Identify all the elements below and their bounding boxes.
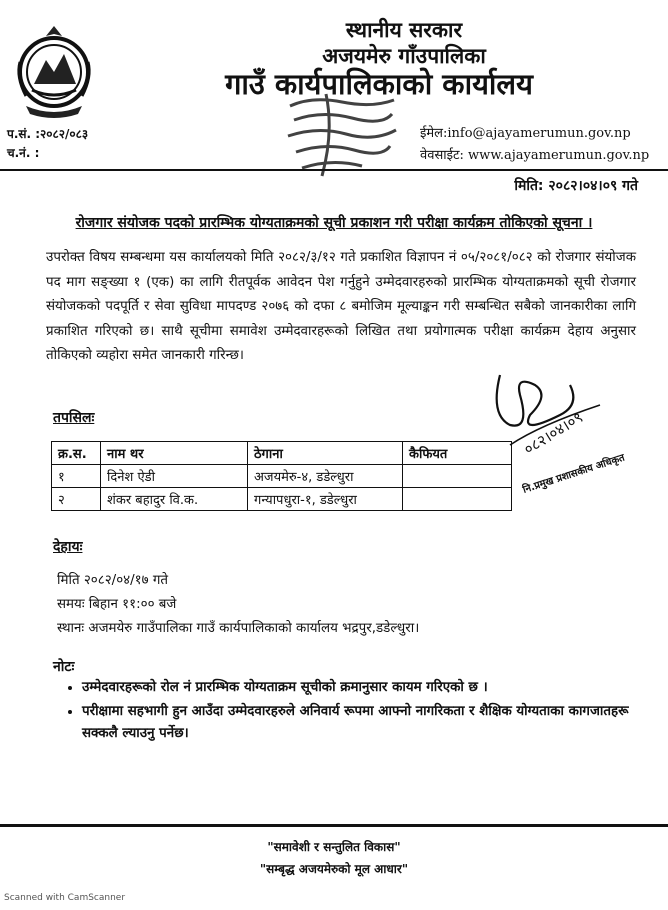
notice-body: उपरोक्त विषय सम्बन्धमा यस कार्यालयको मिति २०८२/३/१२ गते प्रकाशित विज्ञापन नं ०५/२०८१/०८२ को रोजगार संयोजक पद माग सङ्ख्या १ (एक) का लागि रीतपूर्वक आवेदन पेश गर्नुहुने उम्मेदवारहरुको प्रारम्भिक योग्यताक्रमको सूची रोजगार संयोजकको पदपूर्ति र सेवा सुविधा मापदण्ड २०७६ को दफा ८ बमोजिम मूल्याङ्कन गरी सम्बन्धित सबैको जानकारीका लागि प्रकाशित गरिएको छ। साथै सूचीमा समावेश उम्मेदवारहरूको लिखित तथा प्रयोगात्मक परीक्षा कार्यक्रम देहाय अनुसार तोकिएको व्यहोरा समेत जानकारी गरिन्छ। — [46, 250, 636, 363]
header-divider — [0, 169, 668, 171]
exam-place: स्थानः अजमयेरु गाउँपालिका गाउँ कार्यपालिकाको कार्यालय भद्रपुर,डडेल्धुरा। — [57, 621, 420, 636]
signatory-title: नि.प्रमुख प्रशासकीय अधिकृत — [521, 452, 627, 496]
table-row — [52, 488, 512, 511]
list-item: • परीक्षामा सहभागी हुन आउँदा उम्मेदवारहरुले अनिवार्य रूपमा आफ्नो नागरिकता र शैक्षिक योग्यताका कागजातहरू सक्कलै ल्याउनु पर्नेछ। — [82, 701, 642, 745]
signature-icon — [480, 355, 640, 505]
notes-heading: नोटः — [53, 659, 75, 675]
letter-date: मिति: २०८२।०४।०९ गते — [514, 178, 638, 194]
office-stamp-icon — [282, 92, 400, 178]
nepal-emblem-icon — [12, 22, 96, 122]
details-heading: तपसिलः — [53, 410, 95, 426]
scanner-watermark: Scanned with CamScanner — [4, 893, 126, 903]
table-header-row — [52, 442, 512, 465]
col-remarks-header: कैफियत — [403, 442, 512, 465]
candidate-table — [51, 441, 512, 511]
email-text: ईमेल:info@ajayamerumun.gov.np — [420, 126, 631, 141]
footer-divider — [0, 824, 668, 827]
exam-date: मिति २०८२/०४/१७ गते — [57, 573, 168, 588]
cell-serial: २ — [52, 488, 101, 511]
exam-time: समयः बिहान ११:०० बजे — [57, 597, 177, 612]
footer-motto-1: "समावेशी र सन्तुलित विकास" — [267, 840, 401, 854]
footer-motto-2: "सम्बृद्ध अजयमेरुको मूल आधार" — [259, 862, 409, 876]
header-line-1: स्थानीय सरकार — [345, 18, 463, 42]
cell-name: शंकर बहादुर वि.क. — [101, 488, 248, 511]
col-serial-header: क्र.स. — [52, 442, 101, 465]
col-address-header: ठेगाना — [248, 442, 403, 465]
header-line-2: अजयमेरु गाँउपालिका — [322, 44, 486, 68]
signature-date: ०८२।०४।०९ — [520, 408, 587, 459]
col-name-header: नाम थर — [101, 442, 248, 465]
cell-address: गन्यापधुरा-१, डडेल्धुरा — [248, 488, 403, 511]
dispatch-number: च.नं. : — [7, 146, 40, 160]
cell-serial: १ — [52, 465, 101, 488]
notes-list — [58, 677, 642, 747]
notice-subject: रोजगार संयोजक पदको प्रारम्भिक योग्यताक्रमको सूची प्रकाशन गरी परीक्षा कार्यक्रम तोकिएको सूचना । — [75, 215, 593, 231]
cell-address: अजयमेरु-४, डडेल्धुरा — [248, 465, 403, 488]
table-row — [52, 465, 512, 488]
website-text: वेवसाईट: www.ajayamerumun.gov.np — [420, 148, 650, 163]
cell-name: दिनेश ऐडी — [101, 465, 248, 488]
office-title: गाउँ कार्यपालिकाको कार्यालय — [225, 67, 533, 101]
reference-number: प.सं. :२०८२/०८३ — [7, 127, 89, 141]
list-item: • उम्मेदवारहरूको रोल नं प्रारम्भिक योग्यताक्रम सूचीको क्रमानुसार कायम गरिएको छ । — [82, 677, 642, 699]
schedule-heading: देहायः — [53, 539, 83, 555]
